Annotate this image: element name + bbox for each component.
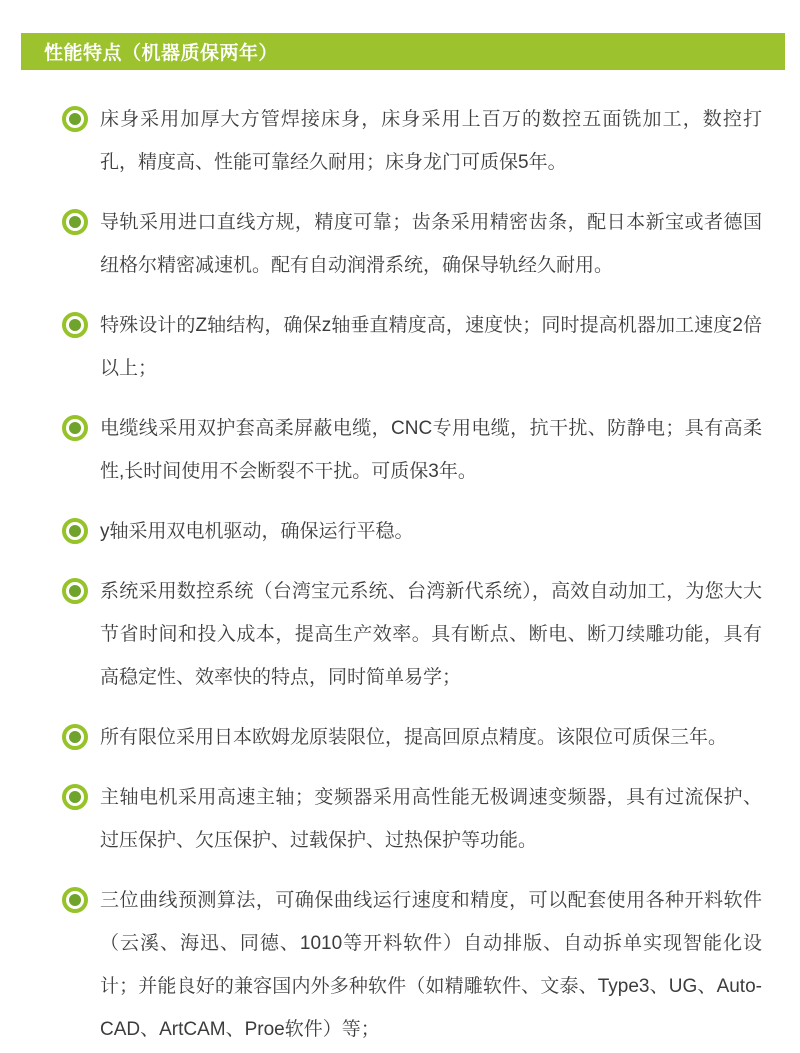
target-bullet-icon [62, 209, 88, 235]
bullet-dot [69, 113, 81, 125]
bullet-dot [69, 791, 81, 803]
feature-item-limit-switches [0, 716, 800, 759]
feature-text: 系统采用数控系统（台湾宝元系统、台湾新代系统），高效自动加工，为您大大节省时间和投入成本，提高生产效率。具有断点、断电、断刀续雕功能，具有高稳定性、效率快的特点，同时简单易学； [100, 581, 762, 688]
bullet-dot [69, 216, 81, 228]
feature-text: 床身采用加厚大方管焊接床身，床身采用上百万的数控五面铣加工，数控打孔，精度高、性能可靠经久耐用；床身龙门可质保5年。 [100, 109, 762, 173]
bullet-dot [69, 525, 81, 537]
feature-item-rails [0, 201, 800, 287]
bullet-dot [69, 422, 81, 434]
feature-item-cables [0, 407, 800, 493]
feature-list [0, 98, 800, 1051]
feature-text: 主轴电机采用高速主轴；变频器采用高性能无极调速变频器，具有过流保护、过压保护、欠压保护、过载保护、过热保护等功能。 [100, 787, 762, 851]
feature-text: y轴采用双电机驱动，确保运行平稳。 [100, 521, 414, 542]
bullet-dot [69, 319, 81, 331]
target-bullet-icon [62, 887, 88, 913]
feature-item-cnc-system [0, 570, 800, 699]
target-bullet-icon [62, 784, 88, 810]
feature-text: 电缆线采用双护套高柔屏蔽电缆，CNC专用电缆，抗干扰、防静电；具有高柔性,长时间使用不会断裂不干扰。可质保3年。 [100, 418, 762, 482]
bullet-dot [69, 585, 81, 597]
feature-item-y-axis [0, 510, 800, 553]
bullet-dot [69, 731, 81, 743]
feature-item-spindle [0, 776, 800, 862]
feature-text: 导轨采用进口直线方规，精度可靠；齿条采用精密齿条，配日本新宝或者德国纽格尔精密减速机。配有自动润滑系统，确保导轨经久耐用。 [100, 212, 762, 276]
target-bullet-icon [62, 312, 88, 338]
feature-item-software [0, 879, 800, 1051]
target-bullet-icon [62, 578, 88, 604]
feature-text: 所有限位采用日本欧姆龙原装限位，提高回原点精度。该限位可质保三年。 [100, 727, 728, 748]
bullet-dot [69, 894, 81, 906]
target-bullet-icon [62, 106, 88, 132]
feature-text: 三位曲线预测算法，可确保曲线运行速度和精度，可以配套使用各种开料软件（云溪、海迅、同德、1010等开料软件）自动排版、自动拆单实现智能化设计；并能良好的兼容国内外多种软件（如精雕软件、文泰、Type3、UG、Auto-CAD、ArtCAM、Proe软件）等； [100, 890, 762, 1040]
target-bullet-icon [62, 518, 88, 544]
section-title: 性能特点（机器质保两年） [44, 43, 279, 64]
feature-item-bed [0, 98, 800, 184]
section-header-bar [21, 33, 785, 70]
target-bullet-icon [62, 415, 88, 441]
feature-item-z-axis [0, 304, 800, 390]
feature-text: 特殊设计的Z轴结构，确保z轴垂直精度高，速度快；同时提高机器加工速度2倍以上； [100, 315, 762, 379]
target-bullet-icon [62, 724, 88, 750]
